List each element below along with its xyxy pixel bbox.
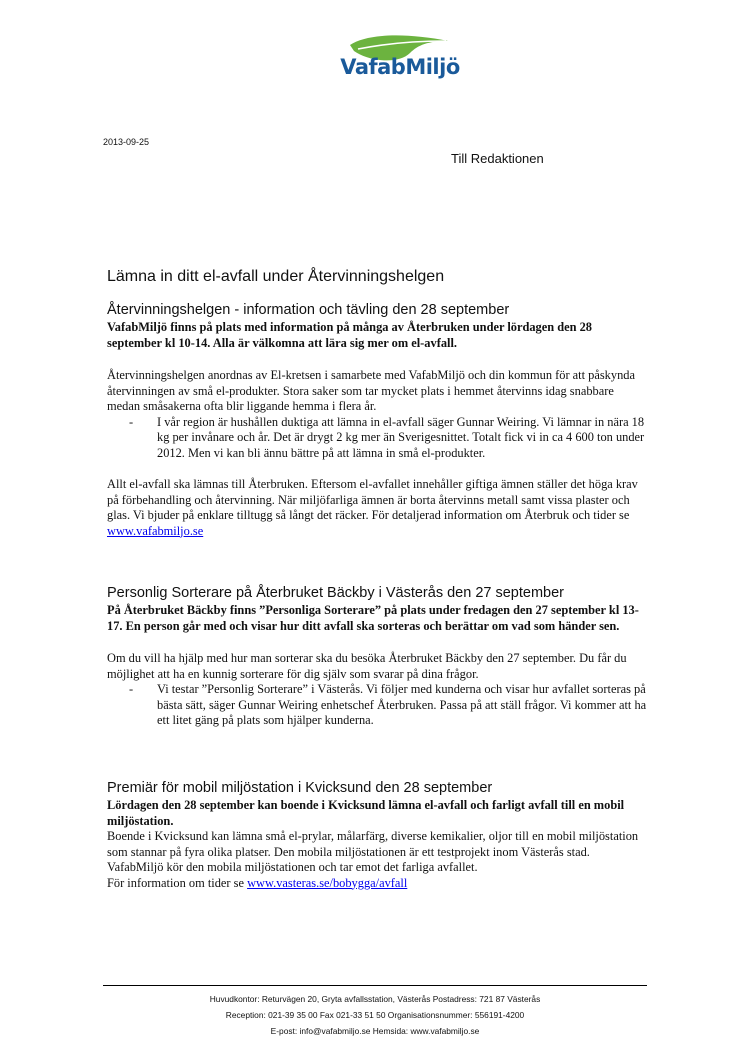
document-title: Lämna in ditt el-avfall under Återvinningshelgen bbox=[107, 268, 445, 285]
section-paragraph bbox=[107, 876, 647, 892]
footer-web: E-post: info@vafabmiljo.se Hemsida: www.vafabmiljo.se bbox=[270, 1026, 480, 1036]
section-mobil-miljostation bbox=[107, 779, 647, 891]
bullet-text: Vi testar ”Personlig Sorterare” i Västerås. Vi följer med kunderna och visar hur avfallet sorteras på bästa sätt, säger Gunnar Weiring enhetschef Återbruken. Passa på att ställ frågor. Vi kommer att ha ett litet gäng på plats som hjälper kunderna. bbox=[157, 682, 647, 727]
recipient: Till Redaktionen bbox=[451, 151, 544, 166]
section-heading: Återvinningshelgen - information och tävling den 28 september bbox=[107, 302, 510, 318]
vafabmiljo-link[interactable]: www.vafabmiljo.se bbox=[107, 523, 204, 538]
section-personlig-sorterare bbox=[107, 584, 647, 729]
vafabmiljo-logo bbox=[340, 35, 460, 95]
section-atervinningshelgen bbox=[107, 301, 647, 539]
quote-bullet bbox=[107, 415, 647, 462]
section-heading: Premiär för mobil miljöstation i Kvicksund den 28 september bbox=[107, 780, 493, 796]
section-paragraph: Återvinningshelgen anordnas av El-kretsen i samarbete med VafabMiljö och din kommun för att påskynda återvinningen av små el-produkter. Stora saker som tar mycket plats i hemmet återvinns idag snabbare medan småsakerna ofta blir liggande hemma i flera år. bbox=[107, 368, 635, 413]
footer-contact: Reception: 021-39 35 00 Fax 021-33 51 50 Organisationsnummer: 556191-4200 bbox=[225, 1010, 525, 1020]
section-heading: Personlig Sorterare på Återbruket Bäckby i Västerås den 27 september bbox=[107, 585, 564, 601]
section-lead: På Återbruket Bäckby finns ”Personliga Sorterare” på plats under fredagen den 27 september kl 13-17. En person går med och visar hur ditt avfall ska sorteras och berättar om vad som händer sen. bbox=[107, 603, 639, 633]
footer-address: Huvudkontor: Returvägen 20, Gryta avfallsstation, Västerås Postadress: 721 87 Västerås bbox=[209, 994, 541, 1004]
paragraph-text: Allt el-avfall ska lämnas till Återbruken. Eftersom el-avfallet innehåller giftiga ämnen ställer det höga krav på förbehandling och återvinning. När miljöfarliga ämnen är borta återvinns metall samt vissa plaster och glas. Vi bjuder på enklare tilltugg så långt det räcker. För detaljerad information om Återbruk och tider se bbox=[107, 477, 638, 522]
quote-bullet bbox=[107, 682, 647, 729]
section-lead: VafabMiljö finns på plats med information på många av Återbruken under lördagen den 28 september kl 10-14. Alla är välkomna att lära sig mer om el-avfall. bbox=[107, 320, 593, 350]
section-paragraph: Boende i Kvicksund kan lämna små el-prylar, målarfärg, diverse kemikalier, oljor till en mobil miljöstation som stannar på fyra olika platser. Den mobila miljöstationen är ett testprojekt inom Västerås stad. VafabMiljö kör den mobila miljöstationen och tar emot det farliga avfallet. bbox=[107, 829, 639, 874]
vasteras-link[interactable]: www.vasteras.se/bobygga/avfall bbox=[247, 875, 408, 890]
bullet-text: I vår region är hushållen duktiga att lämna in el-avfall säger Gunnar Weiring. Vi lämnar in nära 18 kg per invånare och år. Det är drygt 2 kg mer än Sverigesnittet. Totalt fick vi in ca 4 600 ton under 2012. Men vi kan bli ännu bättre på att lämna in små el-produkter. bbox=[157, 414, 645, 460]
logo-wordmark: VafabMiljö bbox=[340, 55, 460, 79]
document-date: 2013-09-25 bbox=[103, 137, 150, 147]
paragraph-text: För information om tider se bbox=[107, 875, 248, 890]
section-paragraph bbox=[107, 477, 647, 539]
bullet-dash: - bbox=[129, 682, 134, 696]
footer-divider bbox=[103, 985, 647, 986]
bullet-dash: - bbox=[129, 414, 134, 429]
section-lead: Lördagen den 28 september kan boende i Kvicksund lämna el-avfall och farligt avfall till en mobil miljöstation. bbox=[107, 798, 625, 828]
section-paragraph: Om du vill ha hjälp med hur man sorterar ska du besöka Återbruket Bäckby den 27 september. Du får du möjlighet att ha en kunnig sorterare för dig själv som svarar på dina frågor. bbox=[107, 651, 627, 681]
